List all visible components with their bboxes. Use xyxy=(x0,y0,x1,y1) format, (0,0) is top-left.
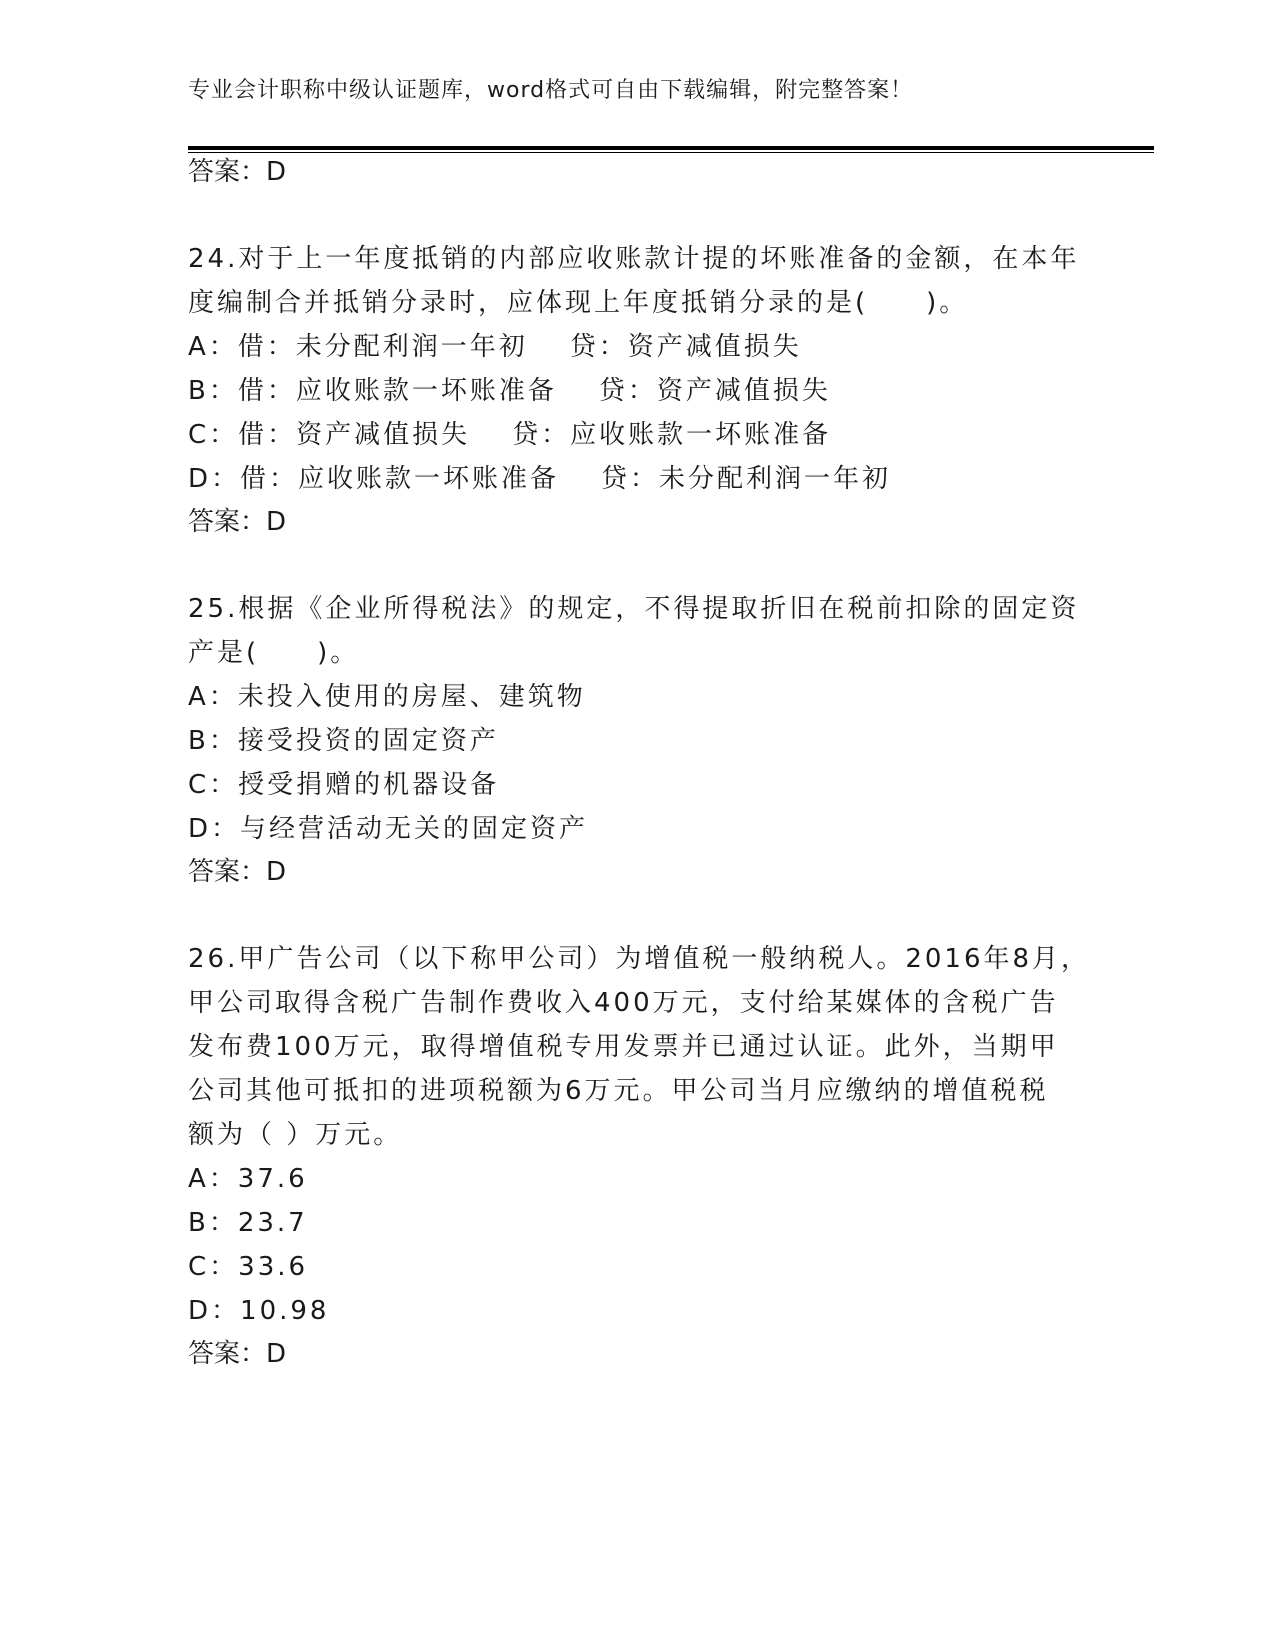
q25-option-b: B：接受投资的固定资产 xyxy=(188,726,499,756)
page-header: 专业会计职称中级认证题库，word格式可自由下载编辑，附完整答案！ xyxy=(188,78,914,103)
q24-stem-line-2: 度编制合并抵销分录时，应体现上年度抵销分录的是( )。 xyxy=(188,288,969,318)
q26-option-a: A：37.6 xyxy=(188,1164,308,1194)
header-rule-thin xyxy=(188,152,1154,153)
q24-option-d xyxy=(188,462,891,496)
q26-stem-line-1: 26.甲广告公司（以下称甲公司）为增值税一般纳税人。2016年8月， xyxy=(188,944,1091,974)
q24-option-d-credit: 贷：未分配利润一年初 xyxy=(601,464,892,494)
answer-previous: 答案：D xyxy=(188,157,287,187)
q25-stem-line-2: 产是( )。 xyxy=(188,638,360,668)
q26-answer: 答案：D xyxy=(188,1339,287,1369)
q25-option-d: D：与经营活动无关的固定资产 xyxy=(188,814,589,844)
q26-option-c: C：33.6 xyxy=(188,1252,309,1282)
q26-option-d: D：10.98 xyxy=(188,1296,330,1326)
q25-answer: 答案：D xyxy=(188,857,287,887)
q24-answer: 答案：D xyxy=(188,507,287,537)
header-rule xyxy=(188,146,1154,150)
q24-option-d-debit: D：借：应收账款一坏账准备 xyxy=(188,464,560,494)
q25-stem-line-1: 25.根据《企业所得税法》的规定，不得提取折旧在税前扣除的固定资 xyxy=(188,594,1080,624)
q24-option-c-credit: 贷：应收账款一坏账准备 xyxy=(512,420,832,450)
q24-option-a-debit: A：借：未分配利润一年初 xyxy=(188,332,528,362)
q26-stem-line-2: 甲公司取得含税广告制作费收入400万元，支付给某媒体的含税广告 xyxy=(188,988,1059,1018)
q24-option-c xyxy=(188,418,831,452)
q25-option-a: A：未投入使用的房屋、建筑物 xyxy=(188,682,586,712)
q24-option-c-debit: C：借：资产减值损失 xyxy=(188,420,471,450)
q26-stem-line-3: 发布费100万元，取得增值税专用发票并已通过认证。此外，当期甲 xyxy=(188,1032,1059,1062)
q26-stem-line-4: 公司其他可抵扣的进项税额为6万元。甲公司当月应缴纳的增值税税 xyxy=(188,1076,1049,1106)
q26-stem-line-5: 额为（ ）万元。 xyxy=(188,1120,403,1150)
q25-option-c: C：授受捐赠的机器设备 xyxy=(188,770,500,800)
q24-option-b-credit: 贷：资产减值损失 xyxy=(598,376,831,406)
q26-option-b: B：23.7 xyxy=(188,1208,308,1238)
q24-option-a-credit: 贷：资产减值损失 xyxy=(569,332,802,362)
q24-option-a xyxy=(188,330,802,364)
q24-option-b-debit: B：借：应收账款一坏账准备 xyxy=(188,376,557,406)
q24-stem-line-1: 24.对于上一年度抵销的内部应收账款计提的坏账准备的金额，在本年 xyxy=(188,244,1080,274)
q24-option-b xyxy=(188,374,831,408)
